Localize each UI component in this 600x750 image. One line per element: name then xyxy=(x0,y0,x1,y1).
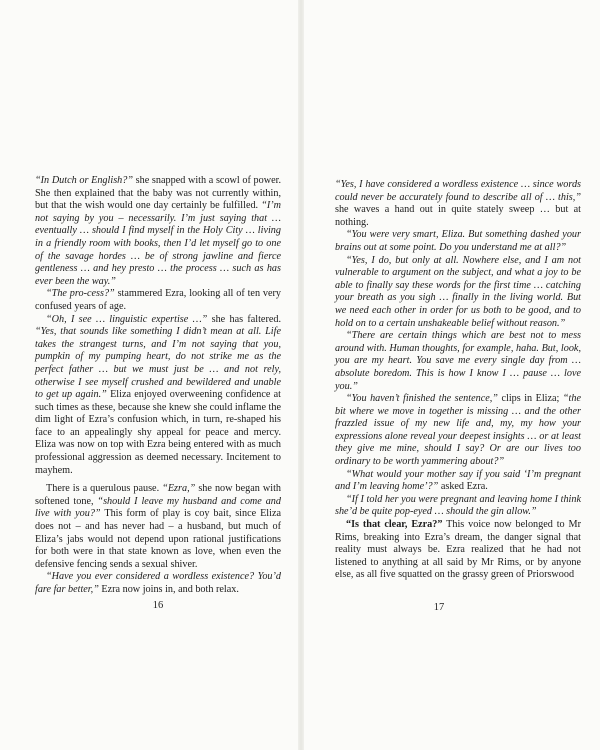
italic-run: “should I leave my husband and come and live with you?” xyxy=(35,495,281,520)
text-run: There is a querulous pause. xyxy=(46,483,163,495)
text-run: she has faltered. xyxy=(207,313,282,325)
paragraph xyxy=(335,519,581,582)
italic-run: “If I told her you were pregnant and leaving home I think she’d be quite pop-eyed … should the gin allow.” xyxy=(335,493,581,518)
italic-run: “the bit where we move in together is missing … and the other frazzled issue of my new life and, my, my how your expressions alone reveal your deepest insights … or at least they give me mine, should I say? Or are our lives too ordinary to be worth yammering about?” xyxy=(335,393,581,468)
italic-run: “You were very smart, Eliza. But something dashed your brains out at some point. Do you understand me at all?” xyxy=(335,229,581,253)
paragraph xyxy=(335,179,581,229)
paragraph xyxy=(35,288,281,313)
italic-run: “Yes, I have considered a wordless existence … since words could never be accurately found to describe all of … this,” xyxy=(335,179,581,203)
text-run: Ezra now joins in, and both relax. xyxy=(98,584,239,595)
italic-run: “I’m not saying by you – necessarily. I’m just saying that … eventually … should I find myself in the Holy City … living in a friendly room with books, then I’d let myself go to one of the savage hordes … be of strong jawline and fierce gentleness … and hey presto … the process … such as has ever been the way.” xyxy=(35,200,281,287)
text-run: Eliza enjoyed overweening confidence at such times as these, because she knew she could inflame the dim light of Ezra’s confusion which, in turn, re-shaped his face to an appealingly shy appeal for peace and mercy. Eliza was now on top with Ezra being entered with as much professional aggression as deemed necessary. Incitement to mayhem. xyxy=(35,389,281,476)
paragraph xyxy=(35,175,281,288)
italic-run: “You haven’t finished the sentence,” xyxy=(346,393,498,405)
book-gutter xyxy=(298,0,304,750)
italic-run: “The pro-cess?” xyxy=(46,288,115,300)
italic-run: “In Dutch or English?” xyxy=(35,175,134,186)
italic-run: “What would your mother say if you said ‘I’m pregnant and I’m leaving home’?” xyxy=(335,468,581,493)
italic-run: “Oh, I see … linguistic expertise …” xyxy=(46,313,208,325)
paragraph xyxy=(35,314,281,478)
text-run: This form of play is coy bait, since Eliza does not – and has never had – a husband, but much of Eliza’s jabs would not depend upon rational justifications for both were in that state known as love, when even the defensive fencing sends a sexual shiver. xyxy=(35,508,281,570)
italic-run: “Yes, that sounds like something I didn’t mean at all. Life takes the strangest turns, and I’m not saying that you, pumpkin of my pumping heart, do not strike me as the perfect father … but we must just be … and not rely, otherwise I see myself crushed and bewildered and unable to get up again.” xyxy=(35,326,281,401)
text-run: clips in Eliza; xyxy=(497,393,563,405)
text-run: This voice now belonged to Mr Rims, breaking into Ezra’s dream, the danger signal that reality must always be. Ezra realized that he had not listened to anything at all said by Mr Rims, or by anyone else, as all five squatted on the grassy green of Priorswood xyxy=(335,519,581,581)
right-page-number: 17 xyxy=(433,602,445,613)
text-run: she now began with softened tone, xyxy=(35,483,281,507)
left-page-text xyxy=(35,175,281,597)
left-page-number: 16 xyxy=(152,600,164,611)
italic-run: “Ezra,” xyxy=(162,483,196,495)
paragraph xyxy=(335,393,581,469)
text-run: stammered Ezra, looking all of ten very confused years of age. xyxy=(35,288,281,312)
text-run: she waves a hand out in quite stately sweep … but at nothing. xyxy=(335,204,581,228)
italic-run: “Yes, I do, but only at all. Nowhere else, and I am not vulnerable to argument on the subject, and what a joy to be able to finally say these words for the first time … catching your breath as you sigh … finally in the living world. But we need each other in order for us both to be good, and to hold on to a certain unshakeable belief without reason.” xyxy=(335,254,581,329)
paragraph xyxy=(335,494,581,519)
text-run: she snapped with a scowl of power. She then explained that the baby was not currently within, but that the wish would one day certainly be fulfilled. xyxy=(35,175,282,212)
paragraph xyxy=(335,330,581,393)
paragraph xyxy=(335,255,581,331)
right-page-text xyxy=(335,179,581,582)
text-run: asked Ezra. xyxy=(438,481,488,493)
bold-run: “Is that clear, Ezra?” xyxy=(346,519,443,531)
paragraph xyxy=(335,229,581,254)
paragraph xyxy=(335,469,581,494)
paragraph xyxy=(35,483,281,571)
italic-run: “There are certain things which are best not to mess around with. Human thoughts, for example, haha. But, look, you are my heart. You save me every single day from … absolute boredom. This is how I know I … pause … love you.” xyxy=(335,330,581,392)
italic-run: “Have you ever considered a wordless existence? You’d fare far better,” xyxy=(35,571,281,595)
paragraph xyxy=(35,571,281,596)
